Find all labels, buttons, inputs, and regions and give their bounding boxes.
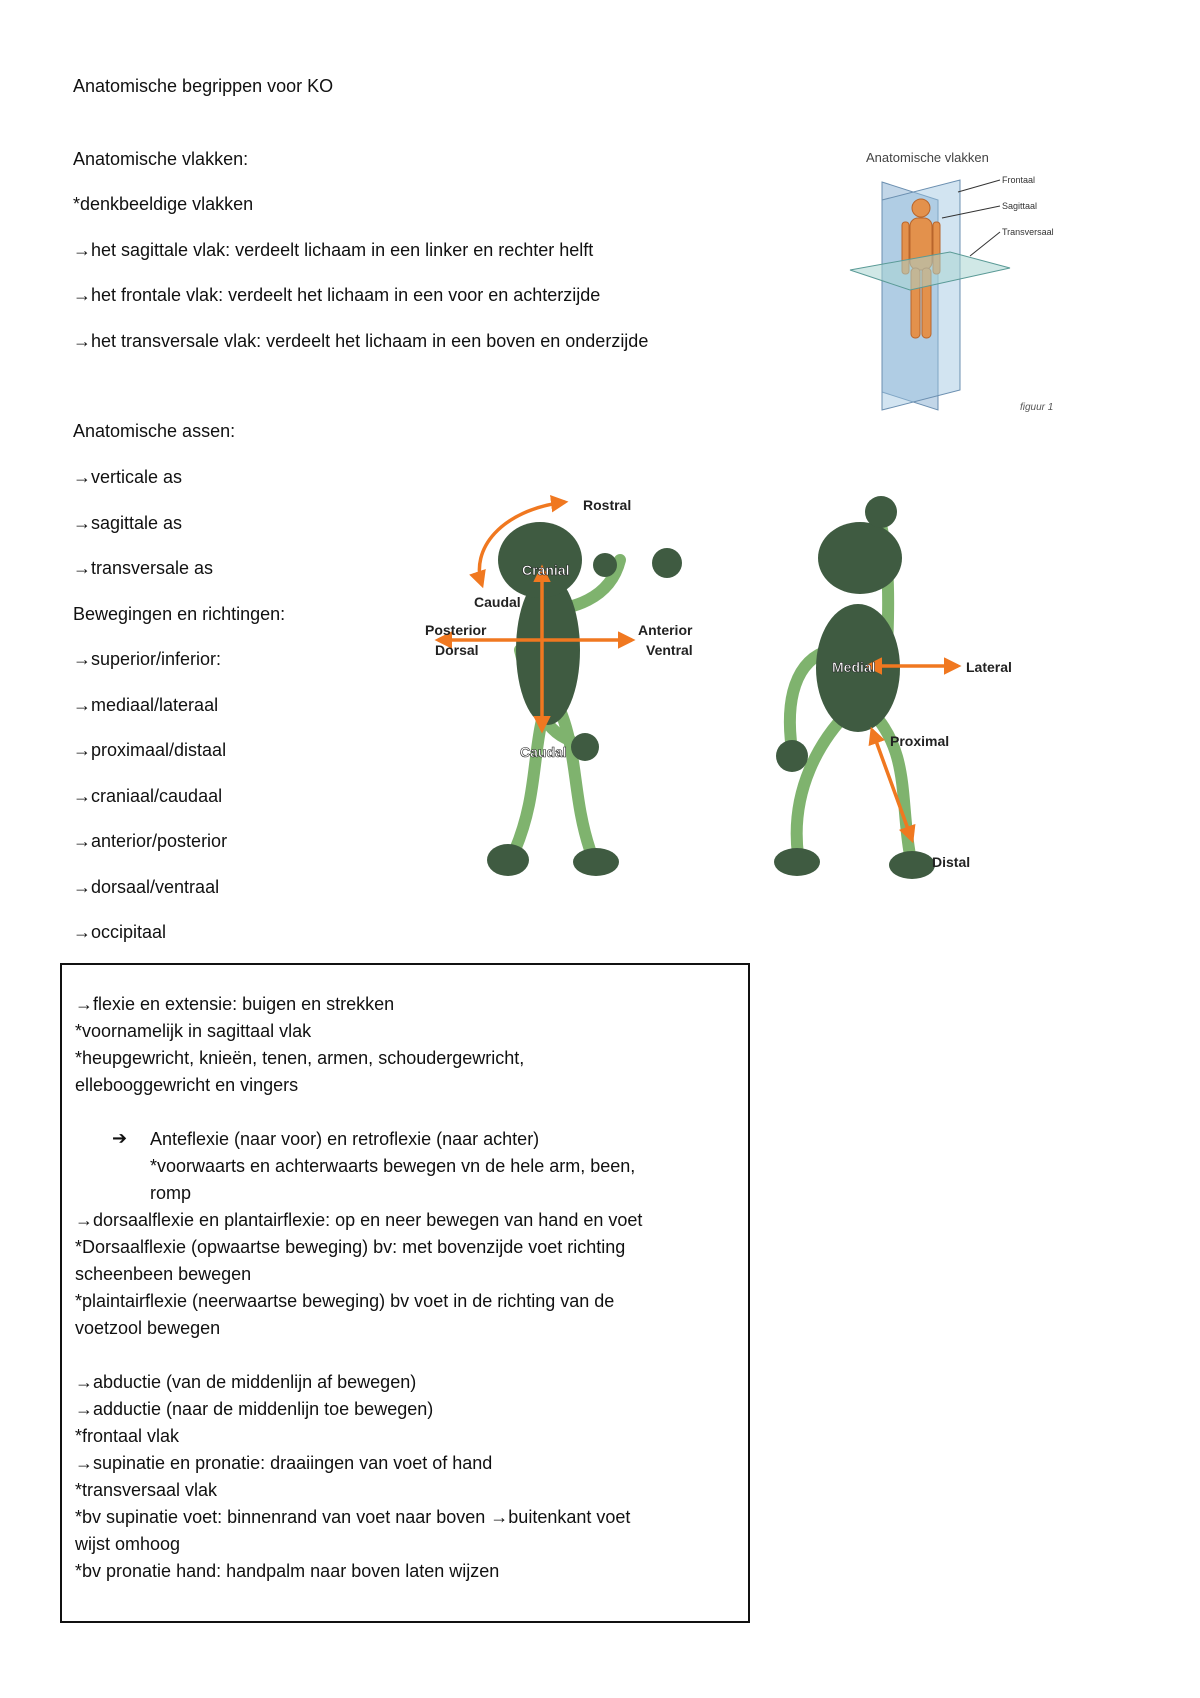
anatomical-planes-figure [830,140,1070,425]
box-line: →adductie (naar de middenlijn toe bewegen) [75,1399,434,1419]
box-line: *bv supinatie voet: binnenrand van voet naar boven →buitenkant voet [75,1507,631,1527]
label-frontal: Frontaal [1002,175,1036,185]
planes-heading: Anatomische vlakken: [73,149,249,169]
label-anterior: Anterior [638,622,693,638]
label-caudal-top: Caudal [474,594,521,610]
axes-heading: Anatomische assen: [73,421,236,441]
box-line: →dorsaalflexie en plantairflexie: op en neer bewegen van hand en voet [75,1210,643,1230]
axis-item: →sagittale as [73,513,183,533]
box-line: *voorwaarts en achterwaarts bewegen vn de hele arm, been, [150,1156,636,1176]
label-transversal: Transversaal [1002,227,1054,237]
movement-item: →dorsaal/ventraal [73,877,220,897]
plane-item: →het transversale vlak: verdeelt het lichaam in een boven en onderzijde [73,331,649,351]
planes-note: *denkbeeldige vlakken [73,194,254,214]
movement-item: →anterior/posterior [73,831,228,851]
box-line: →supinatie en pronatie: draaiingen van voet of hand [75,1453,493,1473]
label-proximal: Proximal [890,733,950,749]
label-dorsal: Dorsal [435,642,479,658]
box-line: romp [150,1183,192,1203]
box-line: *bv pronatie hand: handpalm naar boven laten wijzen [75,1561,500,1581]
label-sagittal: Sagittaal [1002,201,1038,211]
page-title: Anatomische begrippen voor KO [73,76,334,96]
movement-item: →craniaal/caudaal [73,786,223,806]
box-line: ellebooggewricht en vingers [75,1075,299,1095]
movement-item: →proximaal/distaal [73,740,227,760]
label-lateral: Lateral [966,659,1012,675]
movement-item: →superior/inferior: [73,649,222,669]
box-line: voetzool bewegen [75,1318,221,1338]
label-distal: Distal [932,854,971,870]
side-view-figure [487,522,682,876]
arrow-bullet-icon: ➔ [112,1128,128,1148]
figure-title: Anatomische vlakken [866,150,989,165]
box-line: *plaintairflexie (neerwaartse beweging) bv voet in de richting van de [75,1291,615,1311]
box-line: *voornamelijk in sagittaal vlak [75,1021,312,1041]
front-view-figure [774,496,935,879]
movement-definitions-box [60,963,750,1623]
box-line: →abductie (van de middenlijn af bewegen) [75,1372,417,1392]
box-line: *heupgewricht, knieën, tenen, armen, schoudergewricht, [75,1048,525,1068]
movement-item: →mediaal/lateraal [73,695,219,715]
box-line: Anteflexie (naar voor) en retroflexie (naar achter) [150,1129,540,1149]
movements-heading: Bewegingen en richtingen: [73,604,286,624]
box-line: →flexie en extensie: buigen en strekken [75,994,395,1014]
box-line: *transversaal vlak [75,1480,218,1500]
label-posterior: Posterior [425,622,487,638]
plane-item: →het frontale vlak: verdeelt het lichaam in een voor en achterzijde [73,285,601,305]
label-caudal-bottom: Caudal [520,744,567,760]
box-line: wijst omhoog [75,1534,181,1554]
plane-item: →het sagittale vlak: verdeelt lichaam in een linker en rechter helft [73,240,594,260]
label-ventral: Ventral [646,642,693,658]
box-line: *Dorsaalflexie (opwaartse beweging) bv: met bovenzijde voet richting [75,1237,626,1257]
movement-item: →occipitaal [73,922,167,942]
label-medial: Medial [832,659,876,675]
label-rostral: Rostral [583,497,632,513]
label-cranial: Cranial [522,562,570,578]
box-line: *frontaal vlak [75,1426,180,1446]
axis-item: →transversale as [73,558,214,578]
axis-item: →verticale as [73,467,183,487]
directional-terms-figure [420,490,1020,910]
figure-caption: figuur 1 [1020,402,1054,413]
box-line: scheenbeen bewegen [75,1264,252,1284]
